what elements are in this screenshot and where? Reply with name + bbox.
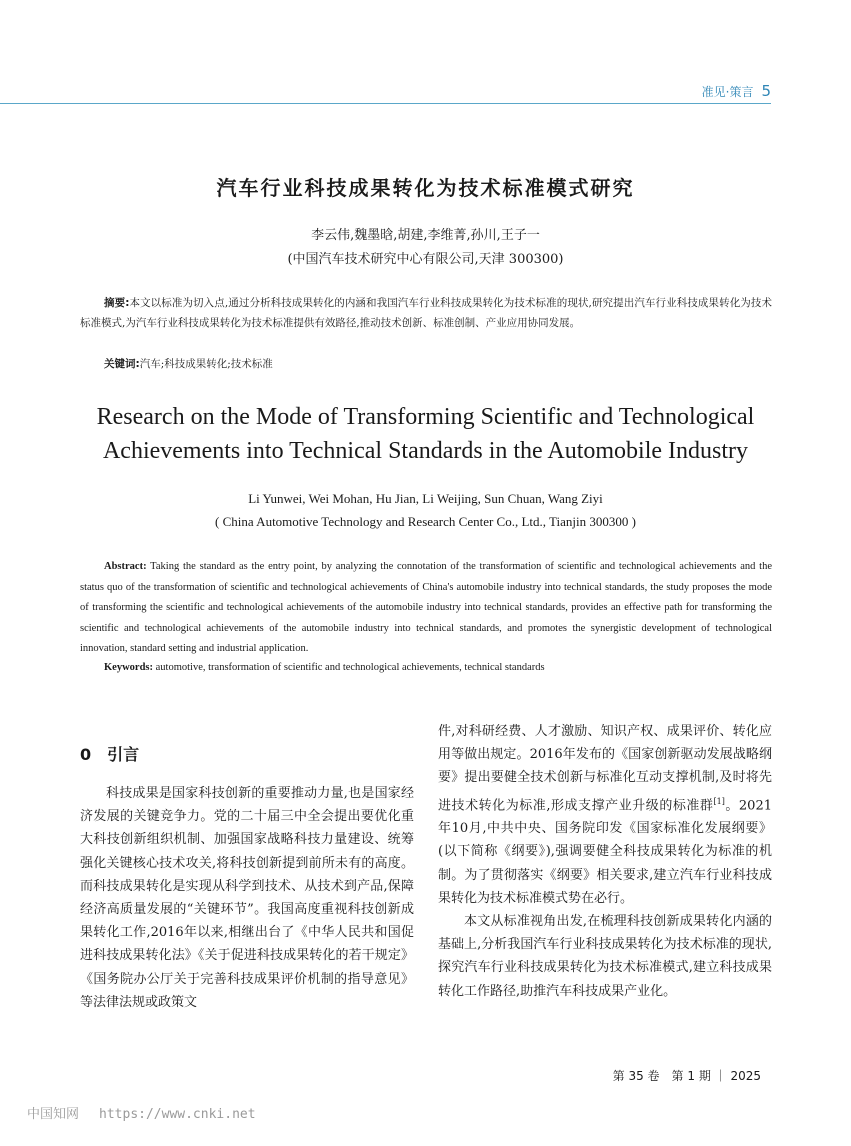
keywords-en (104, 662, 545, 673)
header-rule (0, 103, 771, 104)
affiliation-cn: (中国汽车技术研究中心有限公司,天津 300300) (287, 252, 564, 267)
header-page-number: 5 (761, 82, 771, 100)
running-header (702, 82, 771, 100)
section-number: 0 (80, 745, 92, 764)
abstract-en-text: Taking the standard as the entry point, by analyzing the connotation of the transformation of scientific and technological achievements and the status quo of the transformation of scientific and technological achievements of China's automobile industry into technical standards, the study proposes the mode of transforming the scientific and technological achievements of the automobile industry into technical standards, provides an effective path for transforming the scientific and technological achievements of the automobile industry into technical standards, and promotes the synergistic development of technological innovation, standard setting and industrial application. (80, 561, 772, 654)
authors-en: Li Yunwei, Wei Mohan, Hu Jian, Li Weijing, Sun Chuan, Wang Ziyi (248, 491, 603, 506)
watermark-name: 中国知网 (27, 1107, 80, 1122)
keywords-cn-label: 关键词: (104, 358, 140, 370)
abstract-cn (80, 293, 772, 333)
watermark-url: https://www.cnki.net (99, 1107, 256, 1122)
body-paragraph: 本文从标准视角出发,在梳理科技创新成果转化内涵的基础上,分析我国汽车行业科技成果转化为技术标准的现状,探究汽车行业科技成果转化为技术标准模式,建立科技成果转化工作路径,助推汽车科技成果产业化。 (438, 913, 772, 999)
section-heading (80, 742, 139, 765)
footer-issue-info: 第 35 卷 第 1 期 ｜ 2025 (612, 1069, 761, 1083)
abstract-en-label: Abstract: (104, 561, 147, 572)
body-column-left (80, 782, 414, 1014)
title-en (0, 400, 851, 468)
title-en-line2: Achievements into Technical Standards in the Automobile Industry (102, 438, 749, 464)
header-section: 准见·策言 (701, 85, 754, 99)
abstract-cn-label: 摘要: (104, 297, 130, 309)
body-text: 。2021年10月,中共中央、国务院印发《国家标准化发展纲要》(以下简称《纲要》),强调要健全科技成果转化为标准的机制。为了贯彻落实《纲要》相关要求,建立汽车行业科技成果转化为技术标准模式势在必行。 (438, 797, 772, 906)
body-paragraph (438, 720, 772, 910)
affiliation-en: ( China Automotive Technology and Research Center Co., Ltd., Tianjin 300300 ) (215, 514, 636, 529)
body-column-right (438, 720, 772, 1003)
reference-mark: [1] (713, 796, 725, 806)
title-en-line1: Research on the Mode of Transforming Scientific and Technological (96, 404, 755, 430)
keywords-cn (104, 356, 273, 371)
body-paragraph: 科技成果是国家科技创新的重要推动力量,也是国家经济发展的关键竞争力。党的二十届三中全会提出要优化重大科技创新组织机制、加强国家战略科技力量建设、统筹强化关键核心技术攻关,将科技创新提到前所未有的高度。而科技成果转化是实现从科学到技术、从技术到产品,保障经济高质量发展的“关键环节”。我国高度重视科技创新成果转化工作,2016年以来,相继出台了《中华人民共和国促进科技成果转化法》《关于促进科技成果转化的若干规定》《国务院办公厅关于完善科技成果评价机制的指导意见》等法律法规或政策文 (80, 786, 414, 1010)
section-title: 引言 (107, 745, 140, 764)
keywords-cn-text: 汽车;科技成果转化;技术标准 (139, 358, 273, 370)
authors-cn: 李云伟,魏墨晗,胡建,李维菁,孙川,王子一 (311, 228, 540, 243)
body-text: 件,对科研经费、人才激励、知识产权、成果评价、转化应用等做出规定。2016年发布的《国家创新驱动发展战略纲要》提出要健全技术创新与标准化互动支撑机制,及时将先进技术转化为标准,形成支撑产业升级的标准群 (438, 724, 772, 813)
title-cn: 汽车行业科技成果转化为技术标准模式研究 (216, 176, 635, 200)
watermark (27, 1103, 256, 1122)
abstract-cn-text: 本文以标准为切入点,通过分析科技成果转化的内涵和我国汽车行业科技成果转化为技术标准的现状,研究提出汽车行业科技成果转化为技术标准模式,为汽车行业科技成果转化为技术标准提供有效路径,推动技术创新、标准创制、产业应用协同发展。 (80, 297, 772, 329)
keywords-en-text: automotive, transformation of scientific and technological achievements, technical standards (153, 662, 545, 673)
abstract-en (80, 557, 772, 660)
keywords-en-label: Keywords: (104, 662, 153, 673)
